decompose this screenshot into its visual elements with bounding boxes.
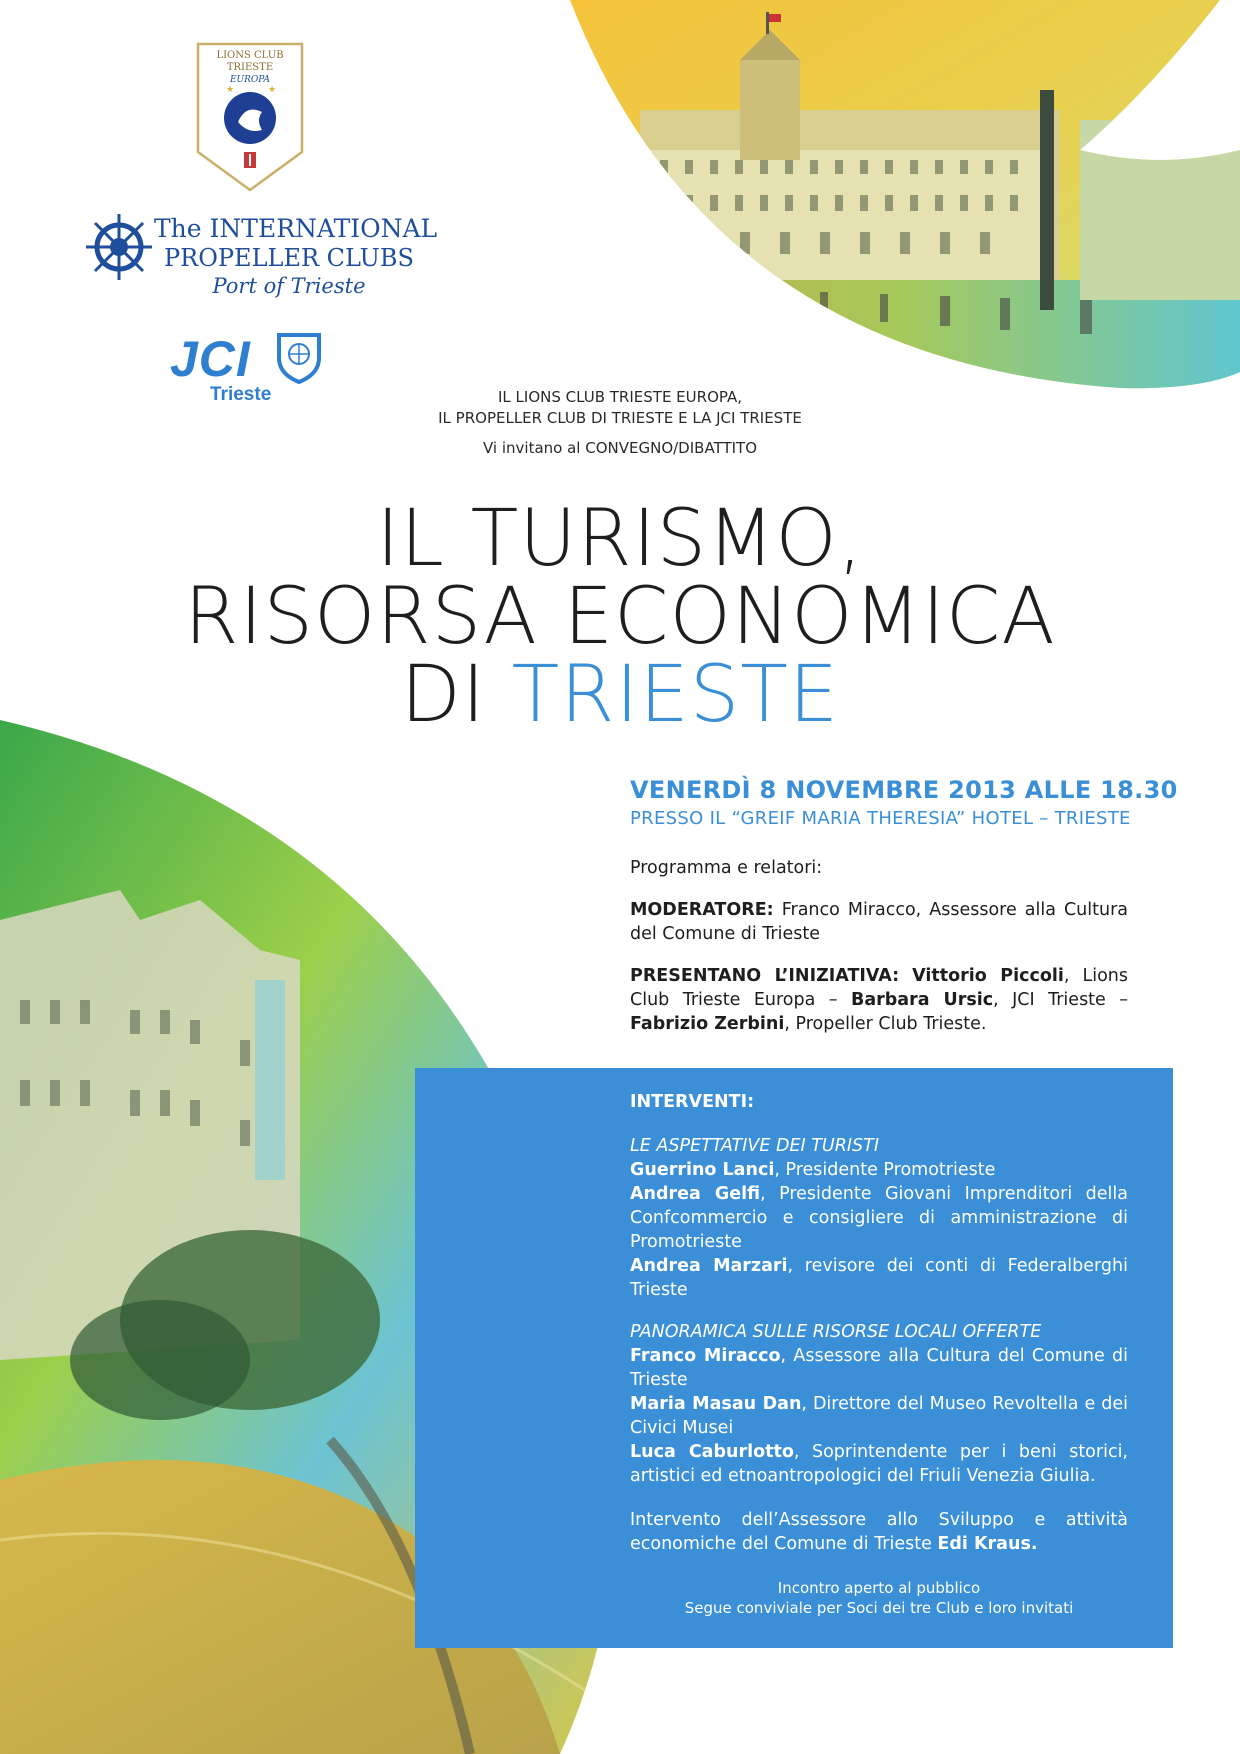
section2-speaker1 <box>630 1344 1128 1392</box>
section2-speaker3 <box>630 1440 1128 1488</box>
title-line3 <box>120 650 1120 740</box>
section1-speaker3 <box>630 1254 1128 1302</box>
speaker-name: Luca Caburlotto <box>630 1442 794 1462</box>
jci-logo-city: Trieste <box>210 384 272 405</box>
speaker-role: , Presidente Giovani Imprenditori della Confcommercio e consigliere di amministrazione di Promotrieste <box>630 1184 1129 1252</box>
jci-logo <box>170 330 340 410</box>
presenter2-name: Barbara Ursic <box>850 990 994 1010</box>
section1-title: LE ASPETTATIVE DEI TURISTI <box>630 1136 880 1156</box>
footer-line1: Incontro aperto al pubblico <box>777 1579 981 1597</box>
closing-text: Intervento dell’Assessore allo Sviluppo e attività economiche del Comune di Trieste <box>630 1510 1128 1554</box>
program-heading: Programma e relatori: <box>630 858 823 878</box>
speaker-role: , Soprintendente per i beni storici, artistici ed etnoantropologici del Friuli Venezia Giulia. <box>630 1442 1128 1486</box>
closing-name: Edi Kraus. <box>937 1534 1038 1554</box>
lions-logo-line3: EUROPA <box>229 75 271 85</box>
moderator-label: MODERATORE: <box>630 900 774 920</box>
speaker-name: Guerrino Lanci <box>630 1160 775 1180</box>
speaker-role: , Direttore del Museo Revoltella e dei Civici Musei <box>630 1394 1128 1438</box>
title-line1: IL TURISMO, <box>376 494 864 584</box>
speaker-name: Andrea Marzari <box>630 1256 788 1276</box>
presenter3-role: , Propeller Club Trieste. <box>784 1014 987 1034</box>
title-accent-trieste: TRIESTE <box>511 650 840 740</box>
speaker-name: Maria Masau Dan <box>630 1394 802 1414</box>
speaker-name: Andrea Gelfi <box>630 1184 761 1204</box>
intro-line1: IL LIONS CLUB TRIESTE EUROPA, <box>498 388 742 406</box>
speaker-role: , Presidente Promotrieste <box>774 1160 996 1180</box>
moderator-text: Franco Miracco, Assessore alla Cultura del Comune di Trieste <box>630 900 1128 944</box>
propeller-logo-line2: PROPELLER CLUBS <box>164 244 414 272</box>
section2-speaker2 <box>630 1392 1128 1440</box>
intro-line3: Vi invitano al CONVEGNO/DIBATTITO <box>483 439 757 457</box>
event-date: VENERDÌ 8 NOVEMBRE 2013 ALLE 18.30 <box>630 776 1178 804</box>
svg-text:★: ★ <box>268 85 277 95</box>
moderator-paragraph <box>630 898 1128 946</box>
presenter1-name: Vittorio Piccoli <box>912 966 1064 986</box>
speaker-name: Franco Miracco <box>630 1346 781 1366</box>
presenter2-role: , JCI Trieste – <box>993 990 1129 1010</box>
interventi-heading <box>630 1090 1128 1114</box>
propeller-club-logo <box>84 208 438 304</box>
jci-shield-icon <box>276 332 322 384</box>
interventi-heading-text: INTERVENTI: <box>630 1092 755 1112</box>
section2-title: PANORAMICA SULLE RISORSE LOCALI OFFERTE <box>630 1322 1042 1342</box>
ship-wheel-icon <box>84 212 154 282</box>
title-line3-prefix: DI <box>400 650 486 740</box>
presenters-paragraph <box>630 964 1128 1036</box>
speaker-role: , Assessore alla Cultura del Comune di Trieste <box>630 1346 1128 1390</box>
lions-logo-line1: LIONS CLUB <box>216 50 284 61</box>
closing-paragraph <box>630 1508 1128 1556</box>
lions-shield-icon <box>196 42 304 192</box>
section1-speaker2 <box>630 1182 1128 1254</box>
propeller-logo-line1: The INTERNATIONAL <box>154 214 438 243</box>
speaker-role: , revisore dei conti di Federalberghi Trieste <box>630 1256 1128 1300</box>
propeller-logo-line3: Port of Trieste <box>212 274 366 298</box>
lions-logo-line2: TRIESTE <box>226 62 274 73</box>
intro-line2: IL PROPELLER CLUB DI TRIESTE E LA JCI TRIESTE <box>438 409 802 427</box>
title-line2: RISORSA ECONOMICA <box>184 572 1056 662</box>
presenter3-name: Fabrizio Zerbini <box>630 1014 785 1034</box>
event-venue: PRESSO IL “GREIF MARIA THERESIA” HOTEL – TRIESTE <box>630 808 1131 829</box>
footer-line2: Segue conviviale per Soci dei tre Club e loro invitati <box>684 1599 1074 1617</box>
presenters-label: PRESENTANO L’INIZIATIVA: <box>630 966 900 986</box>
piazza-unita-photo <box>560 0 1240 400</box>
presenter1-role: , Lions Club Trieste Europa – <box>630 966 1128 1010</box>
jci-logo-mark: JCI <box>170 331 251 387</box>
svg-text:★: ★ <box>226 85 235 95</box>
section1-speaker1 <box>630 1158 1128 1182</box>
